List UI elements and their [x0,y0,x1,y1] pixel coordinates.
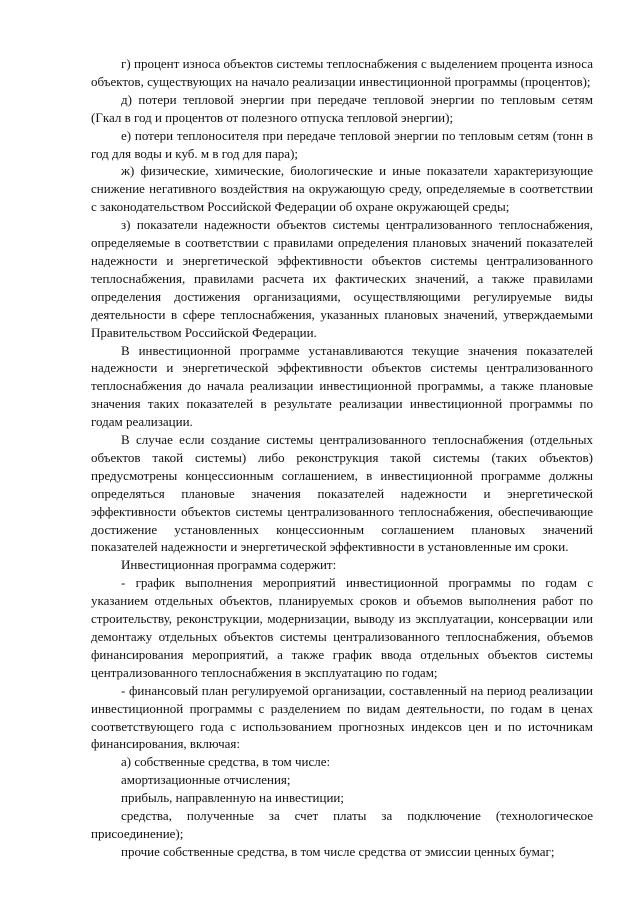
paragraph-depreciation: амортизационные отчисления; [121,772,291,788]
paragraph-item-z: з) показатели надежности объектов системы централизованного теплоснабжения, определяемые в соответствии с правилами определения плановых значений показателей надежности и энергетической эффективности объектов системы централизованного теплоснабжения, правилами расчета их фактических значений, а также правилами определения достижения организациями, осуществляющими регулируемые виды деятельности в сфере теплоснабжения, указанных плановых значений, утверждаемыми Правительством Российской Федерации. [91,217,593,340]
paragraph-concession: В случае если создание системы централизованного теплоснабжения (отдельных объектов такой системы) либо реконструкция такой системы (таких объектов) предусмотрены концессионным соглашением, в инвестиционной программе должны определяться плановые значения показателей надежности и энергетической эффективности объектов системы централизованного теплоснабжения, обеспечивающие достижение установленных концессионным соглашением плановых значений показателей надежности и энергетической эффективности в установленные им сроки. [91,432,593,555]
paragraph-item-d: д) потери тепловой энергии при передаче тепловой энергии по тепловым сетям (Гкал в год и процентов от полезного отпуска тепловой энергии); [91,91,593,125]
paragraph-item-g: г) процент износа объектов системы теплоснабжения с выделением процента износа объектов, существующих на начало реализации инвестиционной программы (процентов); [91,56,593,89]
paragraph-schedule: - график выполнения мероприятий инвестиционной программы по годам с указанием отдельных объектов, планируемых сроков и объемов выполнения работ по строительству, реконструкции, модернизации, выводу из эксплуатации, консервации или демонтажу отдельных объектов системы централизованного теплоснабжения, объемов финансирования мероприятий, а также график ввода отдельных объектов системы централизованного теплоснабжения в эксплуатацию по годам; [91,575,593,680]
paragraph-financial-plan: - финансовый план регулируемой организации, составленный на период реализации инвестиционной программы с разделением по видам деятельности, по годам в ценах соответствующего года с использованием прогнозных индексов цен и по источникам финансирования, включая: [91,682,593,752]
paragraph-profit: прибыль, направленную на инвестиции; [121,790,344,806]
paragraph-other-funds: прочие собственные средства, в том числе средства от эмиссии ценных бумаг; [121,843,555,859]
paragraph-current-values: В инвестиционной программе устанавливаются текущие значения показателей надежности и энергетической эффективности объектов системы централизованного теплоснабжения до начала реализации инвестиционной программы, а также плановые значения таких показателей в результате реализации инвестиционной программы по годам реализации. [91,342,593,430]
paragraph-program-contents: Инвестиционная программа содержит: [121,557,337,573]
paragraph-connection-fee: средства, полученные за счет платы за подключение (технологическое присоединение); [91,808,593,841]
paragraph-item-zh: ж) физические, химические, биологические и иные показатели характеризующие снижение негативного воздействия на окружающую среду, определяемые в соответствии с законодательством Российской Федерации об охране окружающей среды; [91,163,593,215]
paragraph-item-e: е) потери теплоносителя при передаче тепловой энергии по тепловым сетям (тонн в год для воды и куб. м в год для пара); [91,127,593,161]
paragraph-own-funds: а) собственные средства, в том числе: [121,754,331,770]
document-page [91,55,593,861]
